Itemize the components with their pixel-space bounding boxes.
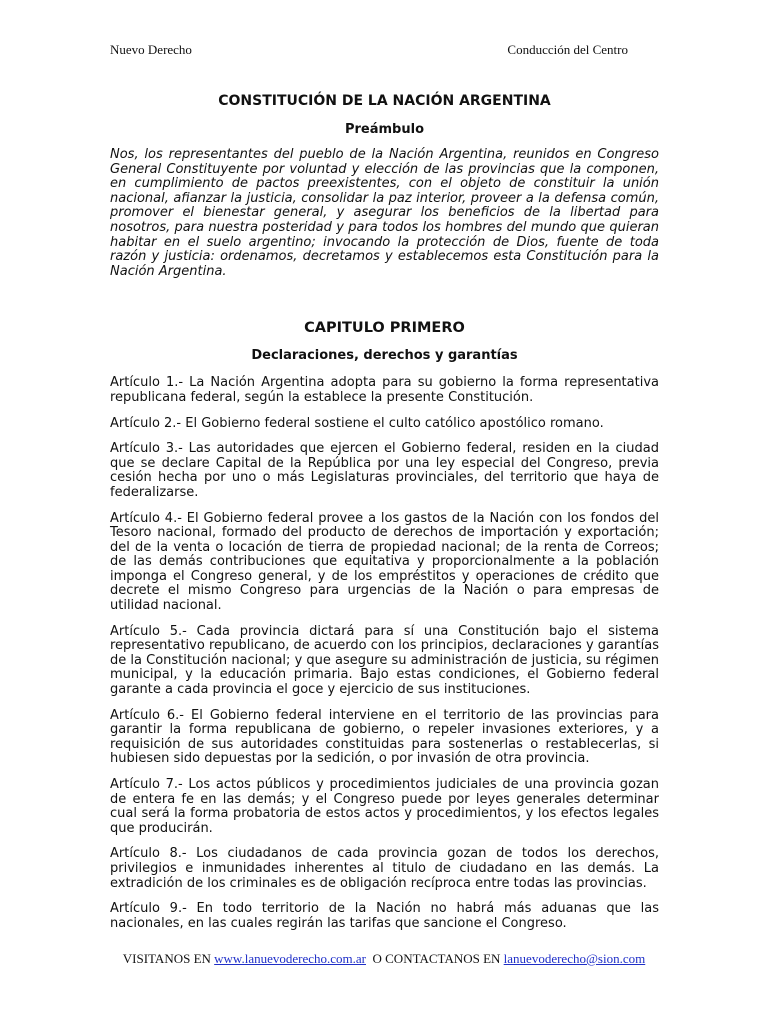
page-header bbox=[110, 42, 628, 58]
article-2: Artículo 2.- El Gobierno federal sostiene el culto católico apostólico romano. bbox=[110, 415, 604, 431]
document-body bbox=[110, 92, 659, 942]
document-title: CONSTITUCIÓN DE LA NACIÓN ARGENTINA bbox=[218, 93, 551, 109]
article-7: Artículo 7.- Los actos públicos y procedimientos judiciales de una provincia gozan de entera fe en las demás; y el Congreso puede por leyes generales determinar cual será la forma probatoria de estos actos y procedimientos, y los efectos legales que producirán. bbox=[110, 777, 659, 836]
article-9: Artículo 9.- En todo territorio de la Nación no habrá más aduanas que las nacionales, en las cuales regirán las tarifas que sancione el Congreso. bbox=[110, 901, 659, 931]
article-8: Artículo 8.- Los ciudadanos de cada provincia gozan de todos los derechos, privilegios e inmunidades inherentes al titulo de ciudadano en las demás. La extradición de los criminales es de obligación recíproca entre todas las provincias. bbox=[110, 846, 659, 891]
article-6: Artículo 6.- El Gobierno federal interviene en el territorio de las provincias para garantir la forma republicana de gobierno, o repeler invasiones exteriores, y a requisición de sus autoridades constituidas para sostenerlas o restablecerlas, si hubiesen sido depuestas por la sedición, o por invasión de otra provincia. bbox=[110, 707, 659, 767]
website-link[interactable]: www.lanuevoderecho.com.ar bbox=[214, 951, 366, 966]
chapter-subtitle: Declaraciones, derechos y garantías bbox=[251, 348, 518, 364]
email-link[interactable]: lanuevoderecho@sion.com bbox=[503, 951, 646, 966]
preamble-text: Nos, los representantes del pueblo de la Nación Argentina, reunidos en Congreso General Constituyente por voluntad y elección de las provincias que la componen, en cumplimiento de pactos preexistentes, con el objeto de constituir la unión nacional, afianzar la justicia, consolidar la paz interior, proveer a la defensa común, promover el bienestar general, y asegurar los beneficios de la libertad para nosotros, para nuestra posteridad y para todos los hombres del mundo que quieran habitar en el suelo argentino; invocando la protección de Dios, fuente de toda razón y justicia: ordenamos, decretamos y establecemos esta Constitución para la Nación Argentina. bbox=[110, 147, 659, 279]
preamble-heading: Preámbulo bbox=[344, 122, 425, 137]
article-1: Artículo 1.- La Nación Argentina adopta para su gobierno la forma representativa republicana federal, según la establece la presente Constitución. bbox=[110, 375, 659, 405]
chapter-title: CAPITULO PRIMERO bbox=[304, 320, 465, 337]
article-3: Artículo 3.- Las autoridades que ejercen el Gobierno federal, residen en la ciudad que se declare Capital de la República por una ley especial del Congreso, previa cesión hecha por uno o más Legislaturas provinciales, del territorio que haya de federalizarse. bbox=[110, 441, 659, 500]
header-right: Conducción del Centro bbox=[507, 42, 628, 57]
page-footer bbox=[0, 951, 768, 967]
header-left: Nuevo Derecho bbox=[110, 42, 192, 57]
footer-visit-label: VISITANOS EN bbox=[122, 951, 211, 966]
article-4: Artículo 4.- El Gobierno federal provee a los gastos de la Nación con los fondos del Tesoro nacional, formado del producto de derechos de importación y exportación; del de la venta o locación de tierra de propiedad nacional; de la renta de Correos; de las demás contribuciones que equitativa y proporcionalmente a la población imponga el Congreso general, y de los empréstitos y operaciones de crédito que decrete el mismo Congreso para urgencias de la Nación o para empresas de utilidad nacional. bbox=[110, 510, 659, 614]
footer-contact-label: O CONTACTANOS EN bbox=[372, 951, 501, 966]
article-5: Artículo 5.- Cada provincia dictará para sí una Constitución bajo el sistema representativo republicano, de acuerdo con los principios, declaraciones y garantías de la Constitución nacional; y que asegure su administración de justicia, su régimen municipal, y la educación primaria. Bajo estas condiciones, el Gobierno federal garante a cada provincia el goce y ejercicio de sus instituciones. bbox=[110, 623, 659, 698]
